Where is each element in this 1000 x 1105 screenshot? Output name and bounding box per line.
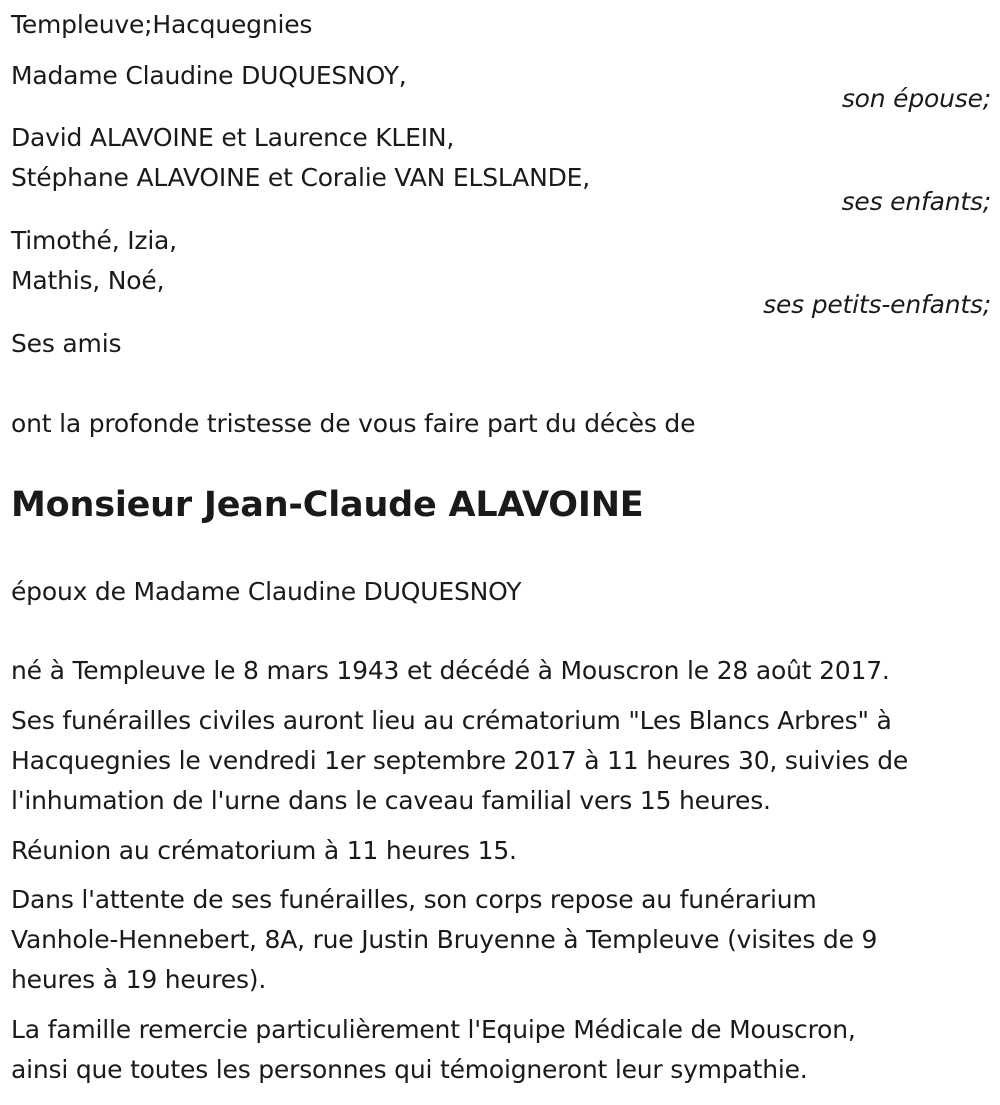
thanks-line-1: La famille remercie particulièrement l'Equipe Médicale de Mouscron, bbox=[11, 1015, 856, 1044]
child-line-1: David ALAVOINE et Laurence KLEIN, bbox=[11, 123, 455, 152]
spouse-of-text: époux de Madame Claudine DUQUESNOY bbox=[11, 577, 522, 606]
children-role: ses enfants; bbox=[841, 187, 991, 216]
viewing-line-1: Dans l'attente de ses funérailles, son corps repose au funérarium bbox=[11, 885, 817, 914]
spouse-role: son épouse; bbox=[841, 84, 991, 113]
viewing-line-3: heures à 19 heures). bbox=[11, 965, 267, 994]
thanks-line-2: ainsi que toutes les personnes qui témoigneront leur sympathie. bbox=[11, 1055, 808, 1084]
grandchild-line-1: Timothé, Izia, bbox=[11, 226, 177, 255]
location-header: Templeuve;Hacquegnies bbox=[11, 10, 313, 39]
funeral-line-3: l'inhumation de l'urne dans le caveau familial vers 15 heures. bbox=[11, 786, 771, 815]
spouse-name: Madame Claudine DUQUESNOY, bbox=[11, 61, 407, 90]
child-line-2: Stéphane ALAVOINE et Coralie VAN ELSLANDE, bbox=[11, 163, 590, 192]
friends-line: Ses amis bbox=[11, 329, 122, 358]
intro-text: ont la profonde tristesse de vous faire part du décès de bbox=[11, 409, 696, 438]
funeral-line-1: Ses funérailles civiles auront lieu au crématorium "Les Blancs Arbres" à bbox=[11, 706, 892, 735]
viewing-line-2: Vanhole-Hennebert, 8A, rue Justin Bruyenne à Templeuve (visites de 9 bbox=[11, 925, 878, 954]
meeting-text: Réunion au crématorium à 11 heures 15. bbox=[11, 836, 517, 865]
funeral-line-2: Hacquegnies le vendredi 1er septembre 2017 à 11 heures 30, suivies de bbox=[11, 746, 909, 775]
grandchildren-role: ses petits-enfants; bbox=[763, 290, 991, 319]
grandchild-line-2: Mathis, Noé, bbox=[11, 266, 165, 295]
deceased-name: Monsieur Jean-Claude ALAVOINE bbox=[11, 485, 644, 525]
birth-death-text: né à Templeuve le 8 mars 1943 et décédé à Mouscron le 28 août 2017. bbox=[11, 656, 890, 685]
